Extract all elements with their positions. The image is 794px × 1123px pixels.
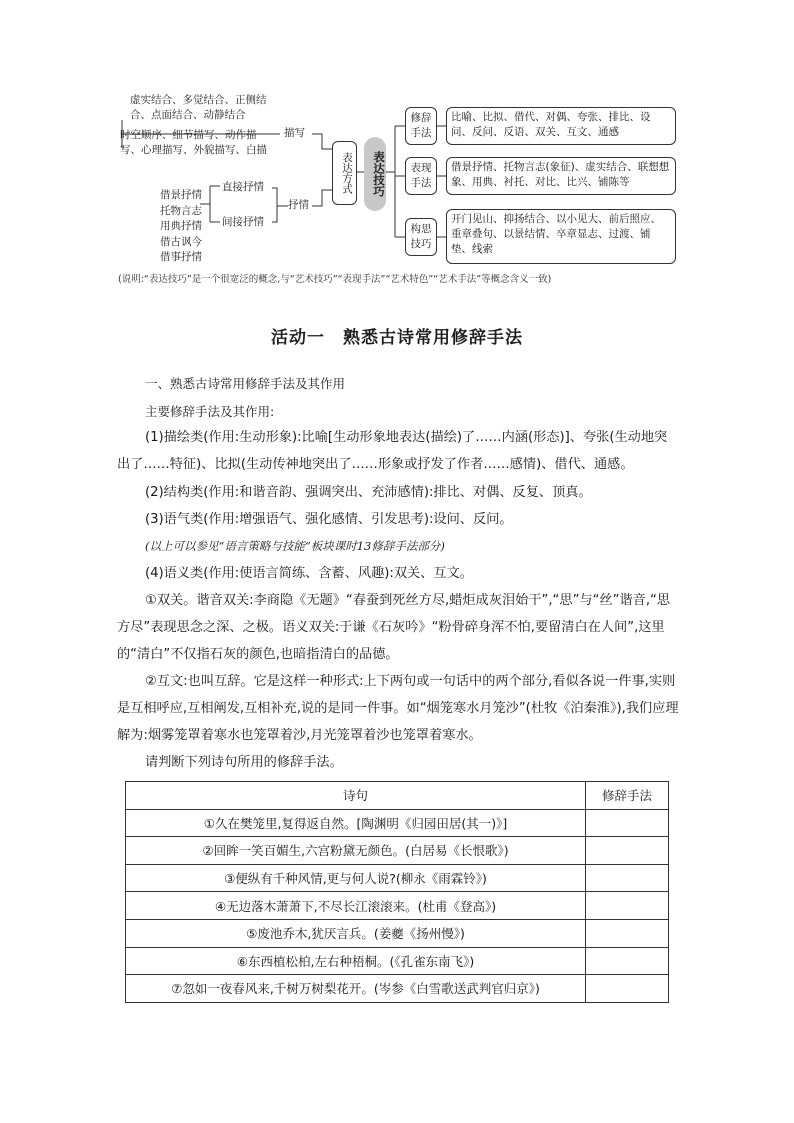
table-row	[126, 919, 669, 947]
table-row	[126, 892, 669, 920]
table-cell-answer[interactable]	[586, 892, 669, 920]
mindmap-indirect-items	[160, 188, 208, 266]
mindmap-right-label-3: 构思技巧	[405, 218, 437, 256]
mindmap-indirect-item: 借景抒情	[160, 189, 202, 201]
mindmap-branch-miaoxie: 描写	[284, 127, 305, 139]
mindmap-right-content-2: 借景抒情、托物言志(象征)、虚实结合、联想想象、用典、衬托、对比、比兴、铺陈等	[446, 157, 676, 195]
table-cell-poem: ③便纵有千种风情,更与何人说?(柳永《雨霖铃》)	[126, 864, 586, 892]
table-header-row	[126, 782, 669, 810]
table-row	[126, 809, 669, 837]
table-cell-poem: ②回眸一笑百媚生,六宫粉黛无颜色。(白居易《长恨歌》)	[126, 837, 586, 865]
mindmap-describe-item-1: 虚实结合、多觉结合、正侧结合、点面结合、动静结合	[130, 94, 267, 121]
table-cell-answer[interactable]	[586, 864, 669, 892]
mindmap-right-content-1: 比喻、比拟、借代、对偶、夸张、排比、设问、反问、反语、双关、互文、通感	[446, 107, 676, 145]
table-row	[126, 837, 669, 865]
paragraph-reference-note: (以上可以参见“语言策略与技能”板块课时13修辞手法部分)	[145, 539, 445, 553]
table-cell-answer[interactable]	[586, 837, 669, 865]
table-cell-poem: ⑤废池乔木,犹厌言兵。(姜夔《扬州慢》)	[126, 919, 586, 947]
table-cell-poem: ⑦忽如一夜春风来,千树万树梨花开。(岑参《白雪歌送武判官归京》)	[126, 975, 586, 1003]
table-cell-poem: ④无边落木萧萧下,不尽长江滚滚来。(杜甫《登高》)	[126, 892, 586, 920]
mindmap-indirect-item: 托物言志	[160, 204, 202, 217]
paragraph-semantic: (4)语义类(作用:使语言简练、含蓄、风趣):双关、互文。	[145, 566, 473, 581]
table-row	[126, 975, 669, 1003]
section-heading: 一、熟悉古诗常用修辞手法及其作用	[145, 376, 346, 391]
mindmap-indirect-lyric: 间接抒情	[222, 216, 264, 228]
table-row	[126, 947, 669, 975]
paragraph-huwen: ②互文:也叫互辞。它是这样一种形式:上下两句或一句话中的两个部分,看似各说一件事,实则是互相呼应,互相阐发,互相补充,说的是同一件事。如“烟笼寒水月笼沙”(杜牧《泊秦淮》),我们应理解为:烟雾笼罩着寒水也笼罩着沙,月光笼罩着沙也笼罩着寒水。	[117, 674, 679, 743]
table-header-poem: 诗句	[126, 782, 586, 810]
rhetoric-table	[125, 781, 669, 1003]
mindmap-branch-shuqing: 抒情	[288, 199, 309, 211]
paragraph-descriptive: (1)描绘类(作用:生动形象):比喻[生动形象地表达(描绘)了……内涵(形态)]、夸张(生动地突出了……特征)、比拟(生动传神地突出了……形象或抒发了作者……感情)、借代、通感。	[117, 430, 668, 472]
paragraph-tone: (3)语气类(作用:增强语气、强化感情、引发思考):设问、反问。	[145, 512, 513, 527]
sub-heading: 主要修辞手法及其作用:	[145, 404, 275, 419]
mindmap-right-label-1: 修辞手法	[405, 107, 437, 145]
paragraph-structural: (2)结构类(作用:和谐音韵、强调突出、充沛感情):排比、对偶、反复、顶真。	[145, 485, 592, 500]
table-cell-answer[interactable]	[586, 919, 669, 947]
mindmap-indirect-item: 借事抒情	[160, 251, 202, 263]
paragraph-pun: ①双关。谐音双关:李商隐《无题》“春蚕到死丝方尽,蜡炬成灰泪始干”,“思”与“丝”谐音,“思方尽”表现思念之深、之极。语义双关:于谦《石灰吟》“粉骨碎身浑不怕,要留清白在人间”,这里的“清白”不仅指石灰的颜色,也暗指清白的品德。	[117, 593, 671, 662]
table-cell-answer[interactable]	[586, 975, 669, 1003]
table-cell-poem: ⑥东西植松柏,左右种梧桐。(《孔雀东南飞》)	[126, 947, 586, 975]
table-header-device: 修辞手法	[586, 782, 669, 810]
table-cell-answer[interactable]	[586, 809, 669, 837]
activity-title: 活动一 熟悉古诗常用修辞手法	[271, 328, 523, 348]
table-cell-poem: ①久在樊笼里,复得返自然。[陶渊明《归园田居(其一)》]	[126, 809, 586, 837]
mindmap-right-content-3: 开门见山、抑扬结合、以小见大、前后照应、重章叠句、以景结情、卒章显志、过渡、铺垫、线索	[446, 209, 676, 264]
mindmap-connector-biaoda-fangshi: 表达方式	[332, 141, 357, 205]
mindmap-center-node: 表达技巧	[364, 137, 386, 211]
mindmap-describe-item-2: 时空顺序、细节描写、动作描写、心理描写、外貌描写、白描	[120, 129, 267, 156]
mindmap-right-label-2: 表现手法	[405, 157, 437, 195]
table-row	[126, 864, 669, 892]
mindmap-indirect-item: 借古讽今	[160, 235, 202, 248]
mindmap-indirect-item: 用典抒情	[160, 220, 202, 232]
mindmap-note: (说明:“表达技巧”是一个很宽泛的概念,与“艺术技巧”“表现手法”“艺术特色”“艺术手法”等概念含义一致)	[118, 274, 552, 285]
table-cell-answer[interactable]	[586, 947, 669, 975]
mindmap-direct-lyric: 直接抒情	[222, 181, 264, 193]
paragraph-instruction: 请判断下列诗句所用的修辞手法。	[145, 755, 343, 770]
